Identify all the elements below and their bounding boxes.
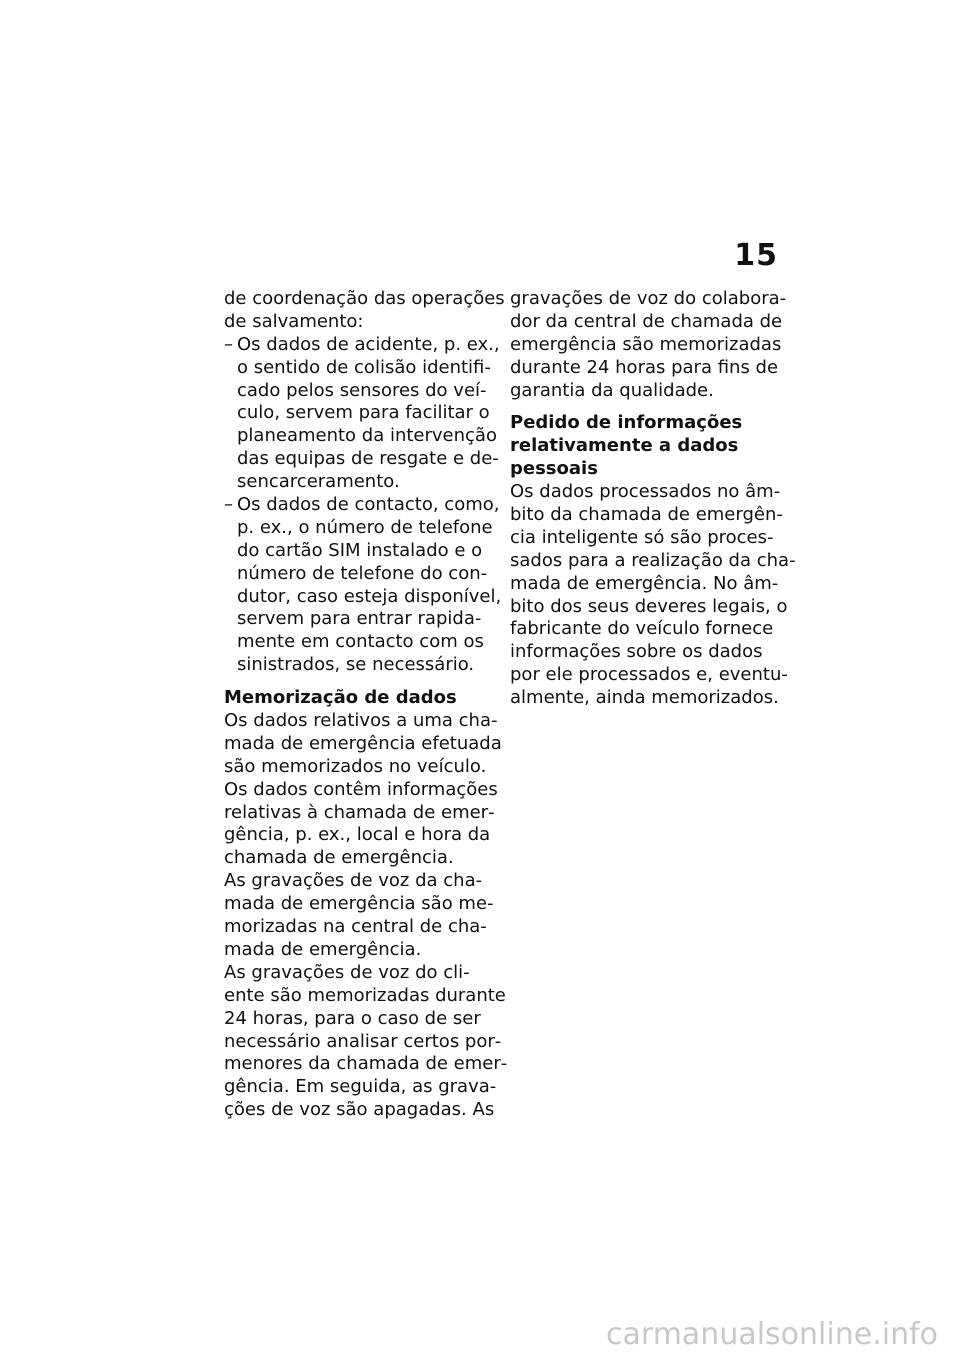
bullet-item bbox=[224, 494, 502, 677]
text-line: sinistrados, se necessário. bbox=[237, 654, 475, 676]
text-line: das equipas de resgate e de‐ bbox=[237, 448, 499, 470]
text-line: 24 horas, para o caso de ser bbox=[224, 1007, 481, 1029]
text-line: menores da chamada de emer‐ bbox=[224, 1053, 508, 1075]
text-line: de coordenação das operações bbox=[224, 288, 505, 309]
text-line: do cartão SIM instalado e o bbox=[237, 539, 483, 561]
text-line: por ele processados e, eventu‐ bbox=[510, 664, 788, 686]
page-number: 15 bbox=[734, 238, 778, 273]
text-line: cia inteligente só são proces‐ bbox=[510, 526, 774, 548]
text-line: durante 24 horas para fins de bbox=[510, 356, 779, 378]
dash-marker: – bbox=[224, 333, 233, 355]
section-heading: Pedido de informações bbox=[510, 412, 743, 434]
text-line: almente, ainda memorizados. bbox=[510, 687, 779, 709]
text-line: sencarceramento. bbox=[237, 471, 400, 493]
text-line: mada de emergência. bbox=[224, 938, 422, 960]
bullet-item bbox=[224, 333, 500, 494]
text-line: garantia da qualidade. bbox=[510, 379, 714, 401]
text-line: sados para a realização da cha‐ bbox=[510, 549, 796, 571]
text-line: mada de emergência. No âm‐ bbox=[510, 572, 779, 594]
text-line: gência. Em seguida, as grava‐ bbox=[224, 1076, 497, 1098]
text-line: necessário analisar certos por‐ bbox=[224, 1030, 502, 1052]
text-line: número de telefone do con‐ bbox=[237, 562, 488, 584]
text-line: ções de voz são apagadas. As bbox=[224, 1099, 495, 1121]
text-line: bito da chamada de emergên‐ bbox=[510, 504, 783, 526]
text-line: planeamento da intervenção bbox=[237, 425, 497, 447]
text-line: dor da central de chamada de bbox=[510, 310, 783, 332]
text-line: gência, p. ex., local e hora da bbox=[224, 824, 491, 846]
section-heading: Memorização de dados bbox=[224, 687, 457, 709]
text-line: o sentido de colisão identifi‐ bbox=[237, 356, 491, 378]
text-line: Os dados processados no âm‐ bbox=[510, 481, 781, 503]
text-line: ente são memorizadas durante bbox=[224, 984, 506, 1006]
right-column bbox=[510, 288, 796, 710]
section-heading: pessoais bbox=[510, 458, 598, 480]
text-line: bito dos seus deveres legais, o bbox=[510, 595, 788, 617]
text-line: são memorizados no veículo. bbox=[224, 755, 487, 777]
text-line: dutor, caso esteja disponível, bbox=[237, 585, 502, 607]
text-line: p. ex., o número de telefone bbox=[237, 516, 493, 538]
text-line: mada de emergência são me‐ bbox=[224, 893, 494, 915]
text-line: mada de emergência efetuada bbox=[224, 732, 502, 754]
text-line: Os dados relativos a uma cha‐ bbox=[224, 710, 498, 732]
text-line: Os dados de acidente, p. ex., bbox=[237, 333, 500, 355]
text-line: Os dados de contacto, como, bbox=[237, 494, 500, 516]
section-heading: relativamente a dados bbox=[510, 435, 739, 457]
text-line: chamada de emergência. bbox=[224, 847, 454, 869]
text-line: fabricante do veículo fornece bbox=[510, 618, 774, 640]
dash-marker: – bbox=[224, 494, 233, 516]
text-line: servem para entrar rapida‐ bbox=[237, 608, 482, 630]
text-line: morizadas na central de cha‐ bbox=[224, 916, 487, 938]
text-line: mente em contacto com os bbox=[237, 631, 484, 653]
text-line: cado pelos sensores do veí‐ bbox=[237, 379, 487, 401]
text-line: Os dados contêm informações bbox=[224, 778, 498, 800]
text-line: gravações de voz do colabora‐ bbox=[510, 288, 787, 309]
text-line: As gravações de voz do cli‐ bbox=[224, 961, 470, 983]
watermark: carmanualsonline.info bbox=[606, 1317, 938, 1352]
text-line: informações sobre os dados bbox=[510, 641, 763, 663]
text-line: relativas à chamada de emer‐ bbox=[224, 801, 495, 823]
text-line: culo, servem para facilitar o bbox=[237, 402, 490, 424]
text-line: As gravações de voz da cha‐ bbox=[224, 870, 483, 892]
left-column bbox=[224, 288, 508, 1122]
text-line: emergência são memorizadas bbox=[510, 333, 782, 355]
text-line: de salvamento: bbox=[224, 310, 364, 332]
